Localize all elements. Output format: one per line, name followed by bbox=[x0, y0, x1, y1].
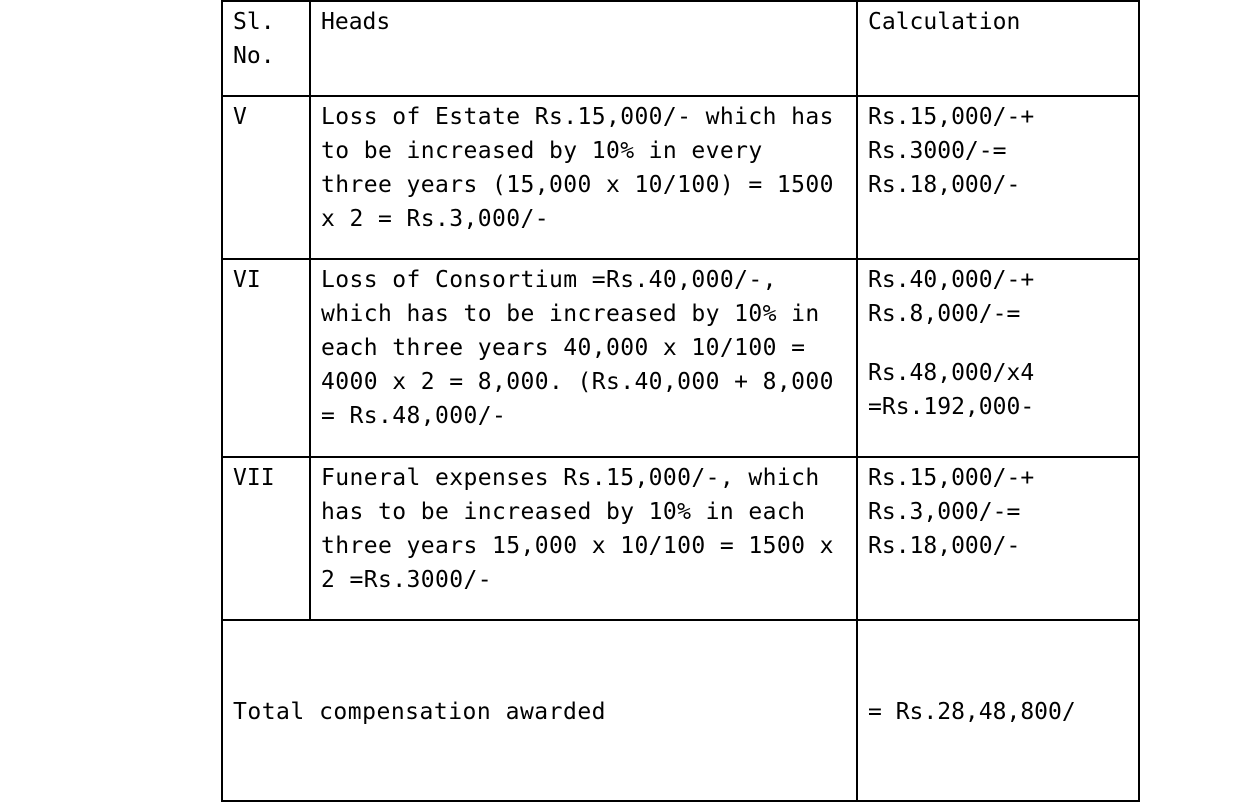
row-sl-no: VI bbox=[222, 259, 310, 457]
calc-line: Rs.15,000/-+ bbox=[868, 104, 1035, 130]
calc-line: Rs.3000/-= bbox=[868, 138, 1007, 164]
total-value: = Rs.28,48,800/ bbox=[857, 620, 1139, 801]
calc-spacer bbox=[868, 331, 1128, 356]
header-calculation: Calculation bbox=[857, 1, 1139, 96]
row-calculation bbox=[857, 457, 1139, 620]
compensation-document bbox=[221, 0, 1138, 797]
calc-line: =Rs.192,000- bbox=[868, 394, 1035, 420]
header-sl-no: Sl. No. bbox=[222, 1, 310, 96]
compensation-table bbox=[221, 0, 1140, 802]
row-sl-no: V bbox=[222, 96, 310, 259]
calc-line: Rs.15,000/-+ bbox=[868, 465, 1035, 491]
calc-line: Rs.40,000/-+ bbox=[868, 267, 1035, 293]
calc-line: Rs.3,000/-= bbox=[868, 499, 1021, 525]
calc-line: Rs.8,000/-= bbox=[868, 301, 1021, 327]
row-sl-no: VII bbox=[222, 457, 310, 620]
row-heads: Loss of Consortium =Rs.40,000/-, which has to be increased by 10% in each three years 40,000 x 10/100 = 4000 x 2 = 8,000. (Rs.40,000 + 8,000 = Rs.48,000/- bbox=[310, 259, 857, 457]
table-row bbox=[222, 457, 1139, 620]
calc-line: Rs.18,000/- bbox=[868, 533, 1021, 559]
calc-line: Rs.18,000/- bbox=[868, 172, 1021, 198]
header-row bbox=[222, 1, 1139, 96]
header-heads: Heads bbox=[310, 1, 857, 96]
calc-line: Rs.48,000/x4 bbox=[868, 360, 1035, 386]
row-heads: Loss of Estate Rs.15,000/- which has to be increased by 10% in every three years (15,000 x 10/100) = 1500 x 2 = Rs.3,000/- bbox=[310, 96, 857, 259]
total-label: Total compensation awarded bbox=[222, 620, 857, 801]
total-row bbox=[222, 620, 1139, 801]
table-row bbox=[222, 259, 1139, 457]
row-calculation bbox=[857, 96, 1139, 259]
row-calculation bbox=[857, 259, 1139, 457]
row-heads: Funeral expenses Rs.15,000/-, which has to be increased by 10% in each three years 15,000 x 10/100 = 1500 x 2 =Rs.3000/- bbox=[310, 457, 857, 620]
table-row bbox=[222, 96, 1139, 259]
